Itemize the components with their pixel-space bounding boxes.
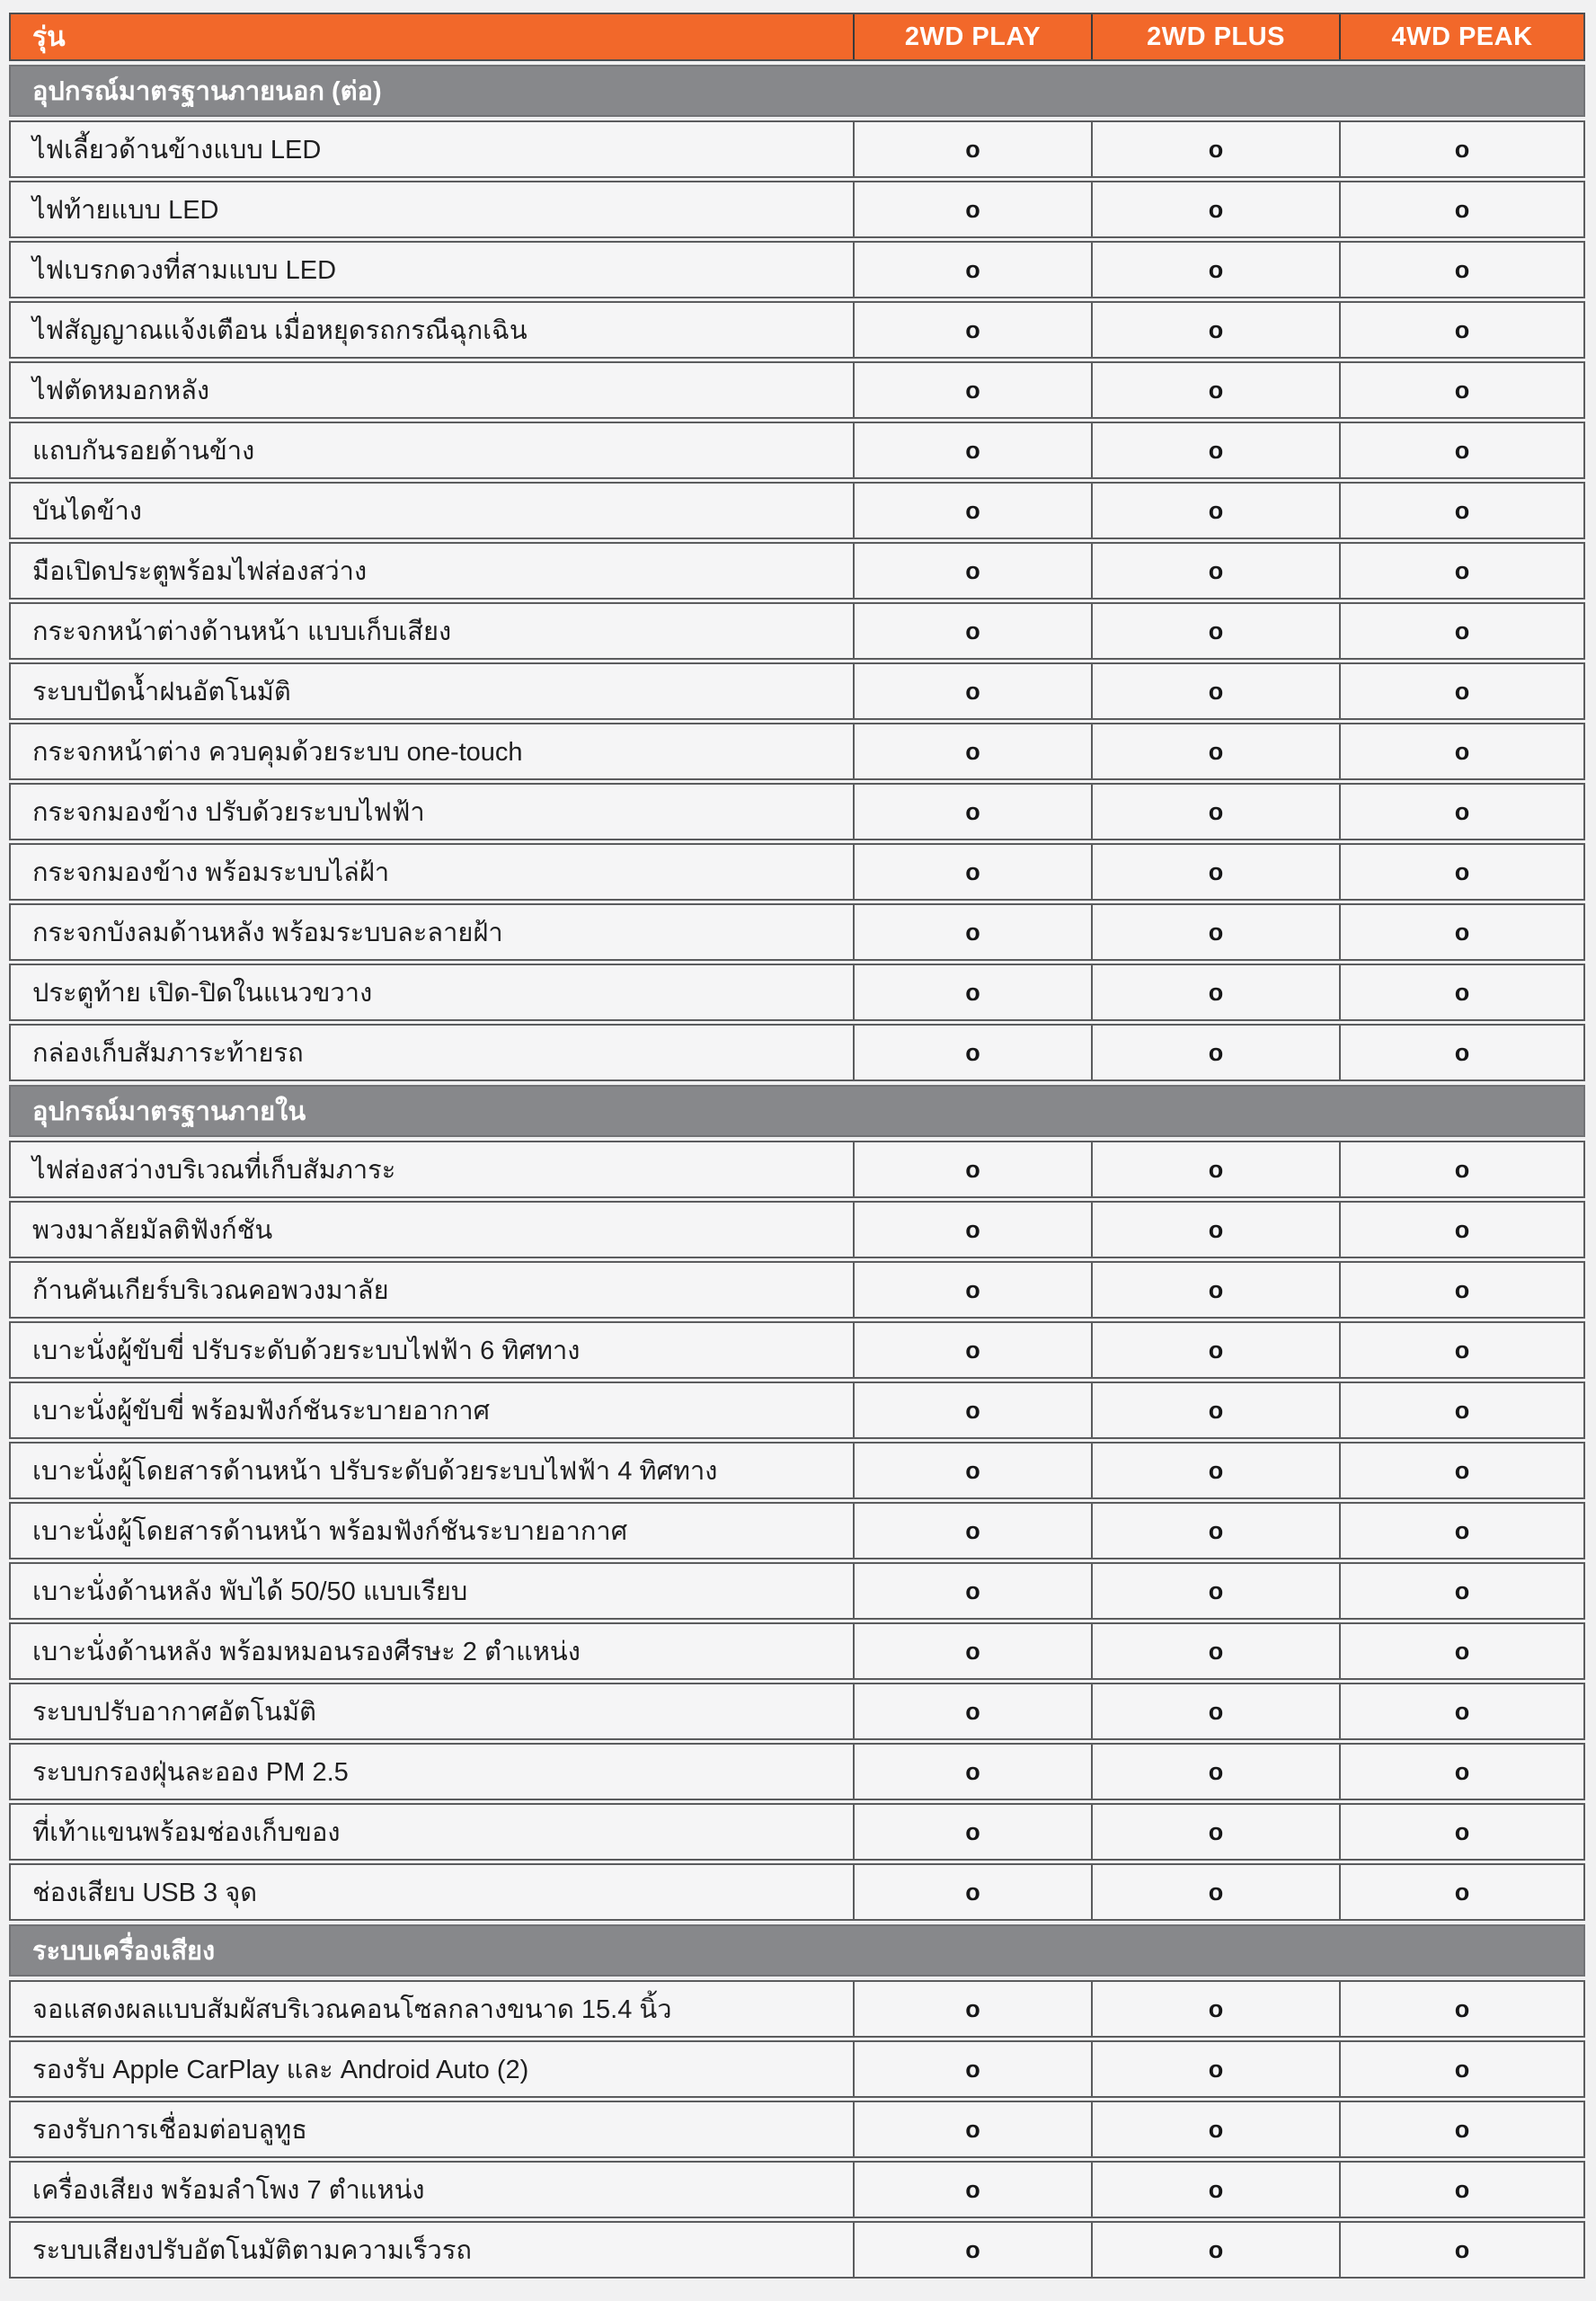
feature-label: กระจกหน้าต่าง ควบคุมด้วยระบบ one-touch xyxy=(32,738,523,767)
availability-mark: o xyxy=(1339,484,1583,537)
availability-mark: o xyxy=(1339,1865,1583,1919)
feature-label: มือเปิดประตูพร้อมไฟส่องสว่าง xyxy=(32,557,368,586)
table-row xyxy=(9,482,1585,539)
availability-mark: o xyxy=(1091,1684,1339,1738)
table-row xyxy=(9,1622,1585,1680)
table-row xyxy=(9,1381,1585,1439)
feature-label: ที่เท้าแขนพร้อมช่องเก็บของ xyxy=(32,1818,341,1847)
table-row xyxy=(9,1562,1585,1620)
availability-mark: o xyxy=(1091,965,1339,1019)
availability-mark: o xyxy=(853,845,1091,899)
section-header xyxy=(9,65,1585,117)
availability-mark: o xyxy=(1091,1805,1339,1859)
feature-label: รองรับการเชื่อมต่อบลูทูธ xyxy=(32,2116,307,2145)
table-header xyxy=(9,13,1585,61)
table-row xyxy=(9,1803,1585,1861)
feature-label: ไฟท้ายแบบ LED xyxy=(32,196,219,225)
feature-label: กระจกมองข้าง ปรับด้วยระบบไฟฟ้า xyxy=(32,798,425,827)
feature-label: เบาะนั่งผู้ขับขี่ ปรับระดับด้วยระบบไฟฟ้า 6 ทิศทาง xyxy=(32,1337,581,1365)
table-row xyxy=(9,2101,1585,2158)
table-row xyxy=(9,602,1585,660)
availability-mark: o xyxy=(853,1444,1091,1497)
table-row xyxy=(9,1442,1585,1499)
availability-mark: o xyxy=(1339,182,1583,236)
table-row xyxy=(9,1980,1585,2038)
table-row xyxy=(9,1141,1585,1198)
table-row xyxy=(9,1321,1585,1379)
availability-mark: o xyxy=(1339,604,1583,658)
availability-mark: o xyxy=(1091,1865,1339,1919)
availability-mark: o xyxy=(1339,1745,1583,1799)
feature-label: บันไดข้าง xyxy=(32,497,142,526)
availability-mark: o xyxy=(853,1203,1091,1257)
availability-mark: o xyxy=(1091,1203,1339,1257)
availability-mark: o xyxy=(853,1263,1091,1317)
feature-label: แถบกันรอยด้านข้าง xyxy=(32,437,255,466)
feature-label: ระบบปัดน้ำฝนอัตโนมัติ xyxy=(32,678,291,706)
feature-label: เบาะนั่งผู้โดยสารด้านหน้า พร้อมฟังก์ชันระบายอากาศ xyxy=(32,1517,628,1546)
availability-mark: o xyxy=(853,1323,1091,1377)
availability-mark: o xyxy=(1339,785,1583,839)
availability-mark: o xyxy=(1339,544,1583,598)
feature-label: ก้านคันเกียร์บริเวณคอพวงมาลัย xyxy=(32,1276,389,1305)
availability-mark: o xyxy=(1091,1745,1339,1799)
availability-mark: o xyxy=(1091,363,1339,417)
availability-mark: o xyxy=(853,1805,1091,1859)
availability-mark: o xyxy=(1091,1982,1339,2036)
availability-mark: o xyxy=(853,785,1091,839)
availability-mark: o xyxy=(853,965,1091,1019)
header-trim-2wd-play: 2WD PLAY xyxy=(853,14,1091,59)
availability-mark: o xyxy=(1091,1263,1339,1317)
table-row xyxy=(9,723,1585,780)
table-row xyxy=(9,1863,1585,1921)
availability-mark: o xyxy=(853,2042,1091,2096)
table-row xyxy=(9,2161,1585,2218)
availability-mark: o xyxy=(1339,122,1583,176)
feature-label: ช่องเสียบ USB 3 จุด xyxy=(32,1879,258,1907)
table-row xyxy=(9,301,1585,359)
table-row xyxy=(9,964,1585,1021)
availability-mark: o xyxy=(853,1624,1091,1678)
availability-mark: o xyxy=(1091,1026,1339,1079)
feature-label: เบาะนั่งผู้ขับขี่ พร้อมฟังก์ชันระบายอากาศ xyxy=(32,1397,491,1426)
availability-mark: o xyxy=(853,303,1091,357)
availability-mark: o xyxy=(1339,1624,1583,1678)
feature-label: ระบบเสียงปรับอัตโนมัติตามความเร็วรถ xyxy=(32,2236,472,2265)
availability-mark: o xyxy=(1091,2042,1339,2096)
availability-mark: o xyxy=(853,2102,1091,2156)
availability-mark: o xyxy=(1339,1982,1583,2036)
table-row xyxy=(9,422,1585,479)
section-title: ระบบเครื่องเสียง xyxy=(32,1937,216,1966)
feature-label: พวงมาลัยมัลติฟังก์ชัน xyxy=(32,1216,273,1245)
availability-mark: o xyxy=(853,423,1091,477)
availability-mark: o xyxy=(853,1982,1091,2036)
availability-mark: o xyxy=(1091,1504,1339,1558)
availability-mark: o xyxy=(853,1383,1091,1437)
availability-mark: o xyxy=(1091,1383,1339,1437)
section-title: อุปกรณ์มาตรฐานภายใน xyxy=(32,1097,306,1126)
availability-mark: o xyxy=(1091,243,1339,297)
header-trim-2wd-plus: 2WD PLUS xyxy=(1091,14,1339,59)
availability-mark: o xyxy=(1091,664,1339,718)
feature-label: ไฟเลี้ยวด้านข้างแบบ LED xyxy=(32,136,322,164)
availability-mark: o xyxy=(1091,604,1339,658)
availability-mark: o xyxy=(1339,1323,1583,1377)
availability-mark: o xyxy=(1339,423,1583,477)
availability-mark: o xyxy=(853,1504,1091,1558)
feature-label: ไฟส่องสว่างบริเวณที่เก็บสัมภาระ xyxy=(32,1156,396,1185)
table-row xyxy=(9,1683,1585,1740)
availability-mark: o xyxy=(853,363,1091,417)
availability-mark: o xyxy=(1091,2163,1339,2217)
availability-mark: o xyxy=(1091,1142,1339,1196)
feature-label: ประตูท้าย เปิด-ปิดในแนวขวาง xyxy=(32,979,373,1008)
feature-label: ไฟตัดหมอกหลัง xyxy=(32,377,210,405)
table-row xyxy=(9,1201,1585,1258)
table-row xyxy=(9,181,1585,238)
availability-mark: o xyxy=(1091,1323,1339,1377)
feature-label: ระบบกรองฝุ่นละออง PM 2.5 xyxy=(32,1758,349,1787)
availability-mark: o xyxy=(1339,303,1583,357)
availability-mark: o xyxy=(1091,845,1339,899)
availability-mark: o xyxy=(1091,1564,1339,1618)
table-row xyxy=(9,361,1585,419)
availability-mark: o xyxy=(853,122,1091,176)
availability-mark: o xyxy=(1339,2102,1583,2156)
feature-label: กระจกหน้าต่างด้านหน้า แบบเก็บเสียง xyxy=(32,617,452,646)
table-row xyxy=(9,1261,1585,1319)
section-header xyxy=(9,1924,1585,1977)
availability-mark: o xyxy=(1339,724,1583,778)
header-model-label: รุ่น xyxy=(32,22,66,52)
availability-mark: o xyxy=(1091,122,1339,176)
feature-label: ไฟสัญญาณแจ้งเตือน เมื่อหยุดรถกรณีฉุกเฉิน xyxy=(32,316,528,345)
availability-mark: o xyxy=(1339,1444,1583,1497)
availability-mark: o xyxy=(1091,905,1339,959)
availability-mark: o xyxy=(853,905,1091,959)
availability-mark: o xyxy=(853,604,1091,658)
availability-mark: o xyxy=(1091,303,1339,357)
table-row xyxy=(9,903,1585,961)
feature-label: กล่องเก็บสัมภาระท้ายรถ xyxy=(32,1039,304,1068)
section-header xyxy=(9,1085,1585,1137)
availability-mark: o xyxy=(1339,1203,1583,1257)
availability-mark: o xyxy=(1339,1805,1583,1859)
availability-mark: o xyxy=(1339,845,1583,899)
table-row xyxy=(9,662,1585,720)
feature-label: เบาะนั่งด้านหลัง พับได้ 50/50 แบบเรียบ xyxy=(32,1577,468,1606)
availability-mark: o xyxy=(1091,182,1339,236)
availability-mark: o xyxy=(853,1865,1091,1919)
availability-mark: o xyxy=(853,243,1091,297)
availability-mark: o xyxy=(1091,724,1339,778)
availability-mark: o xyxy=(853,724,1091,778)
table-row xyxy=(9,120,1585,178)
feature-label: เครื่องเสียง พร้อมลำโพง 7 ตำแหน่ง xyxy=(32,2176,425,2205)
availability-mark: o xyxy=(1339,1504,1583,1558)
availability-mark: o xyxy=(853,1745,1091,1799)
availability-mark: o xyxy=(853,1564,1091,1618)
availability-mark: o xyxy=(853,1684,1091,1738)
availability-mark: o xyxy=(853,544,1091,598)
header-trim-4wd-peak: 4WD PEAK xyxy=(1339,14,1583,59)
feature-label: ไฟเบรกดวงที่สามแบบ LED xyxy=(32,256,337,285)
spec-table xyxy=(9,13,1585,2279)
availability-mark: o xyxy=(853,484,1091,537)
table-row xyxy=(9,2040,1585,2098)
table-row xyxy=(9,843,1585,901)
availability-mark: o xyxy=(1091,484,1339,537)
table-row xyxy=(9,1743,1585,1800)
table-row xyxy=(9,1502,1585,1559)
availability-mark: o xyxy=(1339,1383,1583,1437)
availability-mark: o xyxy=(1339,1263,1583,1317)
table-row xyxy=(9,2221,1585,2279)
availability-mark: o xyxy=(853,182,1091,236)
availability-mark: o xyxy=(853,2163,1091,2217)
availability-mark: o xyxy=(1339,243,1583,297)
availability-mark: o xyxy=(1091,2223,1339,2277)
availability-mark: o xyxy=(1339,1564,1583,1618)
availability-mark: o xyxy=(1339,2223,1583,2277)
availability-mark: o xyxy=(853,1142,1091,1196)
availability-mark: o xyxy=(853,664,1091,718)
availability-mark: o xyxy=(1339,965,1583,1019)
availability-mark: o xyxy=(1091,423,1339,477)
availability-mark: o xyxy=(853,1026,1091,1079)
feature-label: เบาะนั่งผู้โดยสารด้านหน้า ปรับระดับด้วยระบบไฟฟ้า 4 ทิศทาง xyxy=(32,1457,718,1486)
availability-mark: o xyxy=(1339,1142,1583,1196)
availability-mark: o xyxy=(1339,905,1583,959)
availability-mark: o xyxy=(1091,544,1339,598)
availability-mark: o xyxy=(1091,1624,1339,1678)
feature-label: กระจกมองข้าง พร้อมระบบไล่ฝ้า xyxy=(32,858,390,887)
feature-label: เบาะนั่งด้านหลัง พร้อมหมอนรองศีรษะ 2 ตำแหน่ง xyxy=(32,1638,581,1666)
section-title: อุปกรณ์มาตรฐานภายนอก (ต่อ) xyxy=(32,77,382,106)
availability-mark: o xyxy=(1339,2042,1583,2096)
availability-mark: o xyxy=(1339,2163,1583,2217)
availability-mark: o xyxy=(1339,1026,1583,1079)
table-row xyxy=(9,241,1585,298)
feature-label: ระบบปรับอากาศอัตโนมัติ xyxy=(32,1698,316,1727)
feature-label: จอแสดงผลแบบสัมผัสบริเวณคอนโซลกลางขนาด 15.4 นิ้ว xyxy=(32,1995,672,2024)
feature-label: รองรับ Apple CarPlay และ Android Auto (2) xyxy=(32,2056,529,2084)
table-row xyxy=(9,1024,1585,1081)
availability-mark: o xyxy=(1339,664,1583,718)
availability-mark: o xyxy=(1091,785,1339,839)
availability-mark: o xyxy=(853,2223,1091,2277)
table-row xyxy=(9,542,1585,600)
availability-mark: o xyxy=(1091,2102,1339,2156)
availability-mark: o xyxy=(1091,1444,1339,1497)
table-row xyxy=(9,783,1585,840)
table-body xyxy=(9,65,1585,2279)
availability-mark: o xyxy=(1339,1684,1583,1738)
feature-label: กระจกบังลมด้านหลัง พร้อมระบบละลายฝ้า xyxy=(32,919,503,947)
availability-mark: o xyxy=(1339,363,1583,417)
